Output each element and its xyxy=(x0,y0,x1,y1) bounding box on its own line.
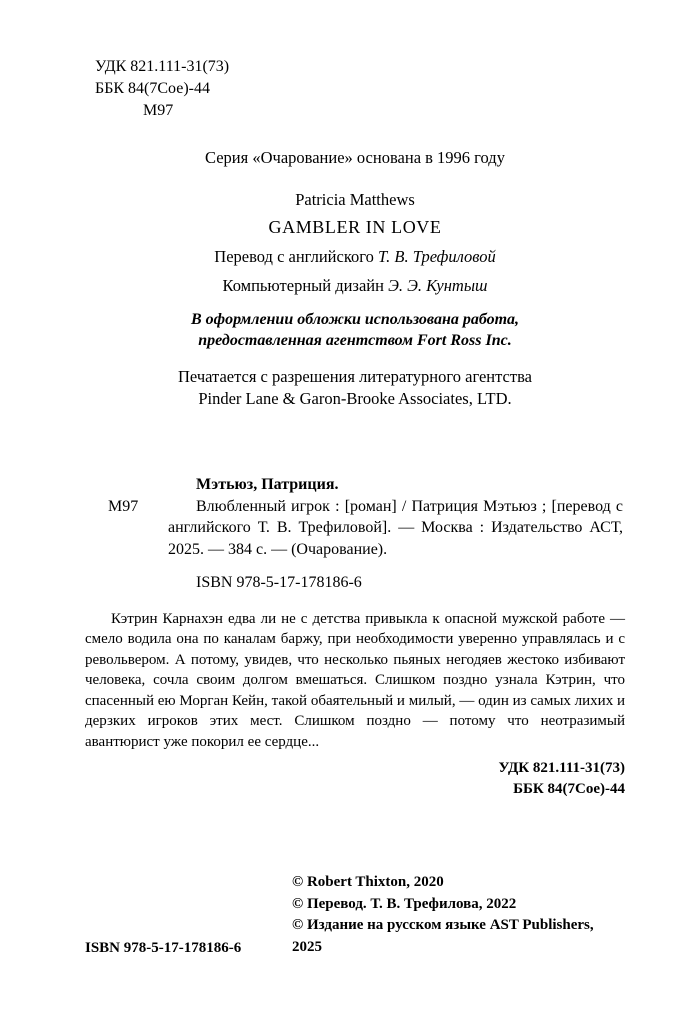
bbk-code: ББК 84(7Сое)-44 xyxy=(95,80,210,97)
translator-name: Т. В. Трефиловой xyxy=(378,247,496,266)
catalog-author: Мэтьюз, Патриция. xyxy=(196,476,339,493)
translation-prefix: Перевод с английского xyxy=(214,247,378,266)
designer-name: Э. Э. Кунтыш xyxy=(388,276,488,295)
agency-line-2: Pinder Lane & Garon-Brooke Associates, LTD. xyxy=(198,389,512,408)
top-codes-block xyxy=(95,56,625,122)
catalog-entry-text: Влюбленный игрок : [роман] / Патриция Мэтьюз ; [перевод с английского Т. В. Трефиловой]. — Москва : Издательство АСТ, 2025. — 384 с. — (Очарование). xyxy=(168,497,623,558)
udk-code: УДК 821.111-31(73) xyxy=(95,58,230,75)
series-line: Серия «Очарование» основана в 1996 году xyxy=(205,148,505,167)
translation-credit xyxy=(85,247,625,267)
bottom-bbk-code: ББК 84(7Сое)-44 xyxy=(513,781,625,797)
catalog-card xyxy=(108,474,623,594)
copyright-line-1: © Robert Thixton, 2020 xyxy=(292,874,444,890)
agency-permission xyxy=(85,366,625,410)
catalog-entry xyxy=(108,496,623,561)
copyright-line-3: © Издание на русском языке AST Publishers, 2025 xyxy=(292,917,594,955)
footer-isbn: ISBN 978-5-17-178186-6 xyxy=(85,940,242,956)
bottom-codes-block xyxy=(85,758,625,800)
catalog-isbn: ISBN 978-5-17-178186-6 xyxy=(196,574,362,591)
catalog-margin-code: М97 xyxy=(108,497,139,515)
bottom-udk-code: УДК 821.111-31(73) xyxy=(498,760,625,776)
footer xyxy=(85,872,625,958)
cover-art-credit xyxy=(85,309,625,351)
m-code: М97 xyxy=(143,102,174,119)
copyright-line-2: © Перевод. Т. В. Трефилова, 2022 xyxy=(292,895,517,912)
cover-credit-line-1: В оформлении обложки использована работа, xyxy=(190,311,520,328)
design-credit xyxy=(85,276,625,296)
design-prefix: Компьютерный дизайн xyxy=(222,276,389,295)
original-author: Patricia Matthews xyxy=(295,190,415,209)
original-title: GAMBLER IN LOVE xyxy=(268,217,442,237)
agency-line-1: Печатается с разрешения литературного агентства xyxy=(178,367,532,386)
cover-credit-line-2: предоставленная агентством Fort Ross Inc. xyxy=(198,332,512,349)
copyright-block xyxy=(292,872,625,958)
annotation-text: Кэтрин Карнахэн едва ли не с детства привыкла к опасной мужской работе — смело водила она по каналам баржу, при необходимости уверенно управлялась и с револьвером. А потому, увидев, что несколько пьяных негодяев жестоко избивают человека, сочла своим долгом вмешаться. Слишком поздно узнала Кэтрин, что спасенный ею Морган Кейн, такой обаятельный и милый, — один из самых лихих и дерзких игроков этих мест. Слишком поздно — потому что неотразимый авантюрист уже покорил ее сердце... xyxy=(85,610,625,750)
